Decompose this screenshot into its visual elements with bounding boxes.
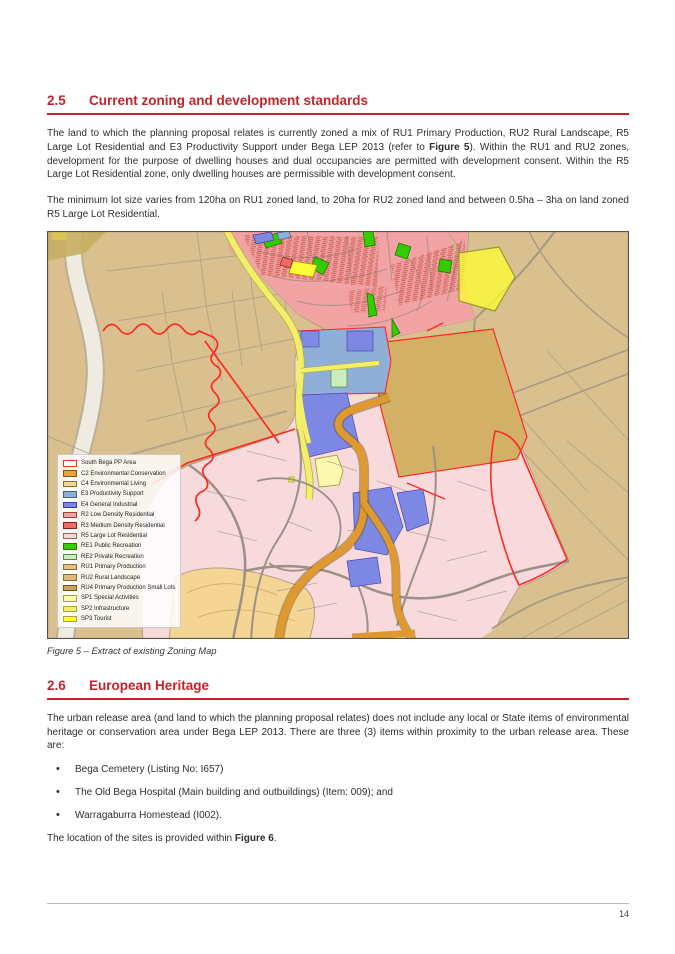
- zoning-map-figure: [47, 231, 629, 639]
- legend-item: [63, 512, 175, 519]
- legend-label: C2 Environmental Conservation: [81, 470, 166, 477]
- legend-swatch: [63, 491, 77, 498]
- legend-label: RU2 Rural Landscape: [81, 574, 141, 581]
- legend-label: SP2 Infrastructure: [81, 605, 130, 612]
- paragraph-text: The land to which the planning proposal relates is currently zoned a mix of RU1 Primary Production, RU2 Rural Landscape, R5 Large Lot Residential and E3 Productivity Support under Bega LEP 2013 (refer to: [47, 128, 629, 153]
- section-2-5-heading: [47, 93, 629, 115]
- section-number: 2.6: [47, 677, 66, 693]
- legend-label: South Bega PP Area: [81, 460, 136, 467]
- section-number: 2.5: [47, 93, 66, 108]
- paragraph-text: ). Within the RU1 and RU2 zones, development for the purpose of dwelling houses and dual occupancies are permitted with development consent. Within the R5 Large Lot Residential zone, only dwelling houses are permissible with development consent.: [47, 141, 629, 181]
- legend-item: [63, 470, 175, 477]
- legend-swatch: [63, 481, 77, 488]
- legend-item: [63, 553, 175, 560]
- legend-label: R3 Medium Density Residential: [81, 522, 165, 529]
- legend-label: SP3 Tourist: [81, 616, 112, 623]
- legend-swatch: [63, 595, 77, 602]
- legend-item: [63, 543, 175, 550]
- legend-label: SP1 Special Activities: [81, 595, 139, 602]
- legend-item: [63, 533, 175, 540]
- section-title: European Heritage: [89, 677, 210, 693]
- section-2-6-heading: [47, 678, 629, 700]
- figure-6-reference: Figure 6: [234, 833, 274, 845]
- section-title: Current zoning and development standards: [89, 93, 369, 108]
- list-item: • Bega Cemetery (Listing No: I657): [47, 763, 629, 776]
- legend-label: R5 Large Lot Residential: [81, 533, 148, 540]
- legend-item: [63, 564, 175, 571]
- legend-label: R2 Low Density Residential: [81, 512, 155, 519]
- paragraph-text: The location of the sites is provided within: [47, 833, 235, 845]
- paragraph-zoning-1: [47, 127, 629, 182]
- legend-item: [63, 595, 175, 602]
- legend-swatch: [63, 460, 77, 467]
- legend-item: [63, 574, 175, 581]
- list-item: • The Old Bega Hospital (Main building and outbuildings) (Item: 009); and: [47, 786, 629, 799]
- figure-5-reference: Figure 5: [429, 141, 470, 153]
- page-number: 14: [618, 909, 629, 919]
- legend-item: [63, 584, 175, 591]
- legend-swatch: [63, 522, 77, 529]
- map-legend: [57, 454, 181, 628]
- paragraph-text: .: [273, 833, 277, 845]
- legend-swatch: [63, 616, 77, 623]
- legend-swatch: [63, 585, 77, 592]
- legend-label: RE2 Private Recreation: [81, 553, 144, 560]
- legend-swatch: [63, 470, 77, 477]
- legend-item: [63, 522, 175, 529]
- legend-swatch: [63, 512, 77, 519]
- legend-swatch: [63, 606, 77, 613]
- content-column: [47, 0, 629, 846]
- legend-swatch: [63, 502, 77, 509]
- paragraph-heritage: The urban release area (and land to which the planning proposal relates) does not include any local or State items of environmental heritage or conservation area under Bega LEP 2013. There are three (3) items within proximity to the urban release area. These are:: [47, 712, 629, 752]
- legend-label: E4 General Industrial: [81, 501, 138, 508]
- legend-item: [63, 501, 175, 508]
- legend-label: RU4 Primary Production Small Lots: [81, 584, 176, 591]
- legend-label: C4 Environmental Living: [81, 481, 147, 488]
- map-patch-mustard: [52, 231, 67, 240]
- legend-swatch: [63, 574, 77, 581]
- heritage-items-list: [47, 763, 629, 822]
- legend-item: [63, 605, 175, 612]
- legend-item: [63, 491, 175, 498]
- list-item: • Warragaburra Homestead (I002).: [47, 809, 629, 822]
- legend-item: [63, 616, 175, 623]
- paragraph-zoning-2: The minimum lot size varies from 120ha on RU1 zoned land, to 20ha for RU2 zoned land and between 0.5ha – 3ha on land zoned R5 Large Lot Residential.: [47, 195, 629, 220]
- legend-label: RE1 Public Recreation: [81, 543, 142, 550]
- legend-item: [63, 460, 175, 467]
- page-footer: [47, 903, 629, 919]
- legend-swatch: [63, 543, 77, 550]
- legend-swatch: [63, 554, 77, 561]
- legend-swatch: [63, 533, 77, 540]
- figure-5-caption: Figure 5 – Extract of existing Zoning Map: [47, 645, 217, 656]
- map-region-sp1: [315, 455, 343, 487]
- legend-swatch: [63, 564, 77, 571]
- legend-label: RU1 Primary Production: [81, 564, 146, 571]
- legend-label: E3 Productivity Support: [81, 491, 144, 498]
- paragraph-heritage-closing: [47, 832, 629, 846]
- legend-item: [63, 481, 175, 488]
